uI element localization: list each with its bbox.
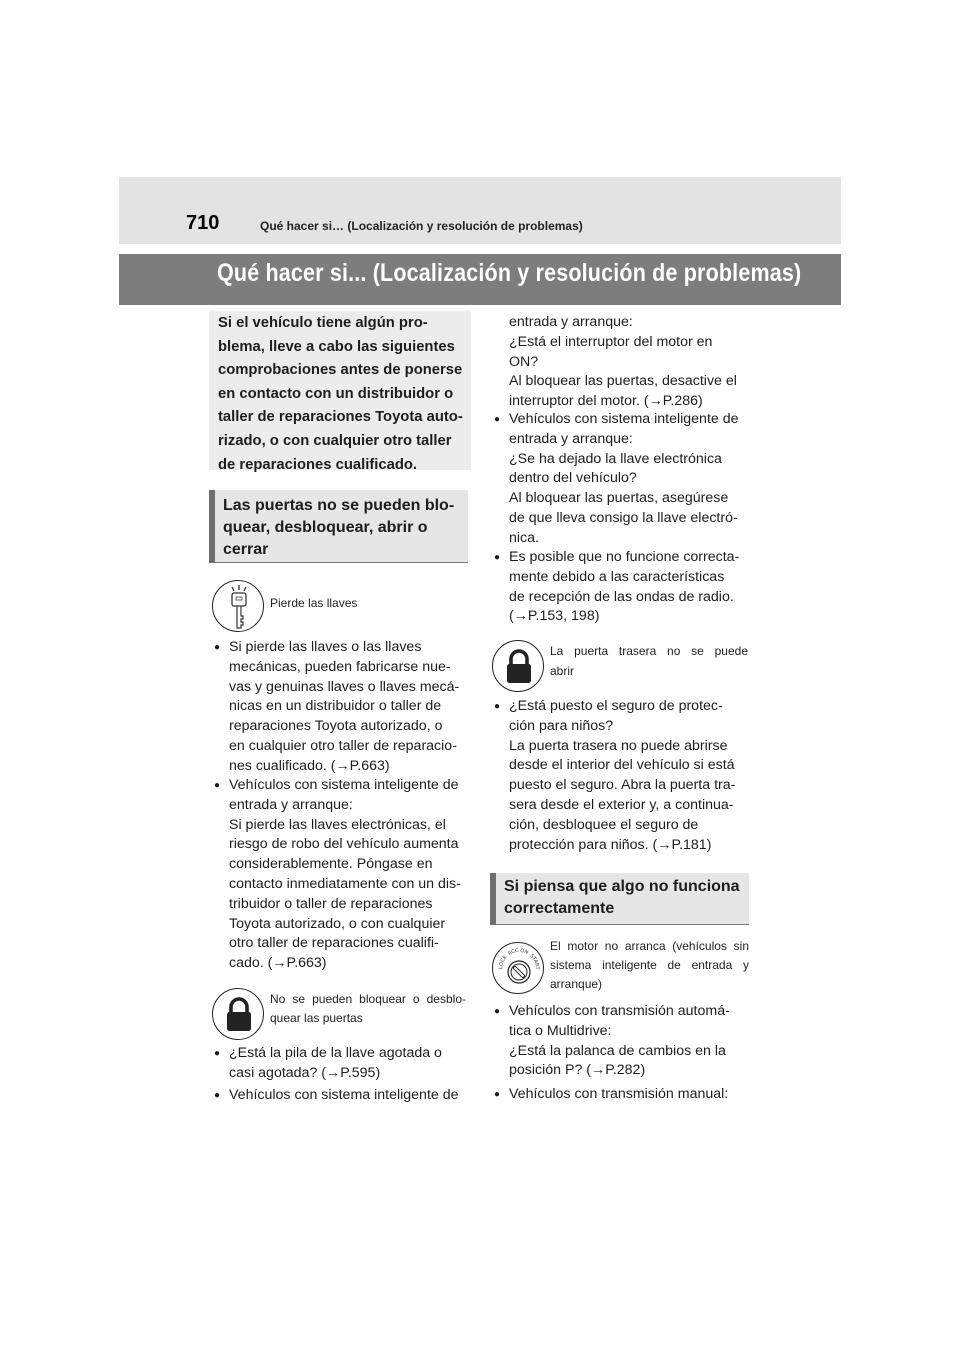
bullet-line: contacto inmediatamente con un dis- [229, 875, 461, 892]
bullet-line: casi agotada? (→P.595) [229, 1064, 381, 1081]
bullet-line: otro taller de reparaciones cualifi- [229, 935, 439, 952]
bullet-dot: ● [494, 552, 501, 563]
bullet-dot: ● [214, 780, 221, 791]
lock-icon [212, 988, 264, 1040]
bullet-dot: ● [494, 1006, 501, 1017]
ignition-label-acc: ACC [506, 947, 520, 957]
bullet-line: sera desde el exterior y, a continua- [509, 796, 734, 813]
intro-line: en contacto con un distribuidor o [218, 385, 454, 402]
bullet-line: entrada y arranque: [509, 314, 633, 330]
caption-line: El motor no arranca (vehículos sin [550, 939, 749, 953]
bullet-line: Vehículos con transmisión manual: [509, 1086, 729, 1102]
lock-caption [270, 990, 466, 1009]
bullet-line: posición P? (→P.282) [509, 1062, 646, 1079]
bullet-line: Vehículos con sistema inteligente de [509, 411, 739, 427]
intro-line: blema, lleve a cabo las siguientes [218, 338, 455, 355]
section-heading-line: cerrar [223, 541, 269, 558]
bullet-line: Al bloquear las puertas, desactive el [509, 373, 737, 390]
bullet-line: Es posible que no funcione correcta- [509, 549, 740, 565]
bullet-line: cado. (→P.663) [229, 955, 327, 972]
bullet-line: ON? [509, 353, 539, 370]
ignition-switch-icon [492, 942, 544, 994]
ignition-label-lock: LOCK [497, 954, 509, 970]
bullet-line: ¿Está puesto el seguro de protec- [509, 698, 723, 714]
bullet-line: ción para niños? [509, 717, 614, 734]
lock-icon [492, 640, 544, 692]
svg-text:LOCK [498, 954, 509, 969]
header-band [119, 177, 841, 244]
bullet-line: Vehículos con sistema inteligente de [229, 1087, 459, 1103]
intro-line: de reparaciones cualificado. [218, 456, 418, 473]
key-icon [212, 580, 264, 632]
section-heading-line: Las puertas no se pueden blo- [223, 497, 455, 514]
bullet-dot: ● [214, 642, 221, 653]
bullet-line: Toyota autorizado, o con cualquier [229, 915, 446, 932]
intro-line: comprobaciones antes de ponerse [218, 362, 463, 379]
bullet-line: Si pierde las llaves o las llaves [229, 639, 422, 655]
intro-text [218, 312, 468, 477]
ignition-label-start: START [528, 953, 541, 970]
rear-door-caption [550, 642, 748, 661]
bullet-line: nicas en un distribuidor o taller de [229, 698, 442, 715]
bullet-dot: ● [494, 701, 501, 712]
bullet-line: nes cualificado. (→P.663) [229, 757, 390, 774]
bullet-item [214, 638, 467, 777]
section-heading-doors [209, 490, 468, 563]
bullet-line: ción, desbloquee el seguro de [509, 816, 699, 833]
bullet-dot: ● [494, 414, 501, 425]
bullet-line: entrada y arranque: [229, 796, 353, 813]
intro-line: Si el vehículo tiene algún pro- [218, 315, 428, 331]
bullet-item [494, 1085, 749, 1105]
bullet-item [494, 1002, 749, 1081]
continuation-text [509, 313, 749, 412]
ignition-caption [550, 937, 749, 956]
section-heading-line: correctamente [504, 900, 615, 917]
bullet-line: mente debido a las características [509, 568, 725, 585]
bullet-line: ¿Está el interruptor del motor en [509, 333, 713, 350]
bullet-line: Si pierde las llaves electrónicas, el [229, 816, 446, 833]
caption-line: abrir [550, 664, 575, 678]
bullet-line: (→P.153, 198) [509, 608, 600, 625]
key-caption: Pierde las llaves [270, 596, 358, 610]
bullet-line: riesgo de robo del vehículo aumenta [229, 836, 459, 853]
section-heading-malfunction [490, 873, 749, 925]
svg-text:START [528, 953, 540, 971]
bullet-line: mecánicas, pueden fabricarse nue- [229, 658, 451, 675]
bullet-line: Vehículos con sistema inteligente de [229, 777, 459, 793]
bullet-line: dentro del vehículo? [509, 470, 637, 487]
intro-line: taller de reparaciones Toyota auto- [218, 409, 463, 426]
bullet-line: ¿Está la palanca de cambios en la [509, 1042, 726, 1059]
intro-line: rizado, o con cualquier otro taller [218, 432, 452, 449]
section-heading-line: Si piensa que algo no funciona [504, 878, 740, 895]
bullet-line: reparaciones Toyota autorizado, o [229, 718, 443, 735]
bullet-item [494, 410, 749, 549]
bullet-dot: ● [494, 1089, 501, 1100]
bullet-item [214, 1044, 467, 1084]
bullet-line: nica. [509, 529, 539, 546]
bullet-line: desde el interior del vehículo si está [509, 757, 735, 774]
ignition-caption [550, 956, 749, 975]
bullet-item [494, 697, 749, 855]
bullet-line: protección para niños. (→P.181) [509, 836, 712, 853]
bullet-item [214, 1086, 467, 1106]
caption-line: La puerta trasera no se puede [550, 644, 748, 658]
bullet-line: en cualquier otro taller de reparacio- [229, 737, 457, 754]
caption-line: arranque) [550, 977, 603, 991]
bullet-line: Al bloquear las puertas, asegúrese [509, 490, 729, 507]
running-title: Qué hacer si… (Localización y resolución de problemas) [260, 219, 583, 233]
bullet-line: de recepción de las ondas de radio. [509, 588, 734, 605]
bullet-item [494, 548, 749, 627]
bullet-line: La puerta trasera no puede abrirse [509, 737, 728, 754]
caption-line: sistema inteligente de entrada y [550, 958, 749, 972]
bullet-line: entrada y arranque: [509, 430, 633, 447]
bullet-line: vas y genuinas llaves o llaves mecá- [229, 678, 460, 695]
bullet-item [214, 776, 467, 974]
svg-text:ACC [507, 948, 520, 957]
caption-line: No se pueden bloquear o desblo- [270, 992, 466, 1006]
bullet-line: puesto el seguro. Abra la puerta tra- [509, 777, 736, 794]
bullet-line: ¿Se ha dejado la llave electrónica [509, 450, 722, 467]
bullet-line: ¿Está la pila de la llave agotada o [229, 1045, 442, 1061]
bullet-line: tica o Multidrive: [509, 1022, 612, 1039]
ignition-label-on: ON [519, 947, 530, 956]
bullet-dot: ● [214, 1048, 221, 1059]
page-number: 710 [186, 212, 220, 234]
bullet-dot: ● [214, 1090, 221, 1101]
page-title: Qué hacer si... (Localización y resolución de problemas) [217, 259, 802, 287]
bullet-line: Vehículos con transmisión automá- [509, 1003, 730, 1019]
caption-line: quear las puertas [270, 1011, 363, 1025]
bullet-line: considerablemente. Póngase en [229, 856, 433, 873]
svg-text:ON [520, 948, 530, 956]
bullet-line: interruptor del motor. (→P.286) [509, 393, 703, 410]
section-heading-line: quear, desbloquear, abrir o [223, 519, 428, 536]
bullet-line: tribuidor o taller de reparaciones [229, 895, 433, 912]
bullet-line: de que lleva consigo la llave electró- [509, 509, 738, 526]
